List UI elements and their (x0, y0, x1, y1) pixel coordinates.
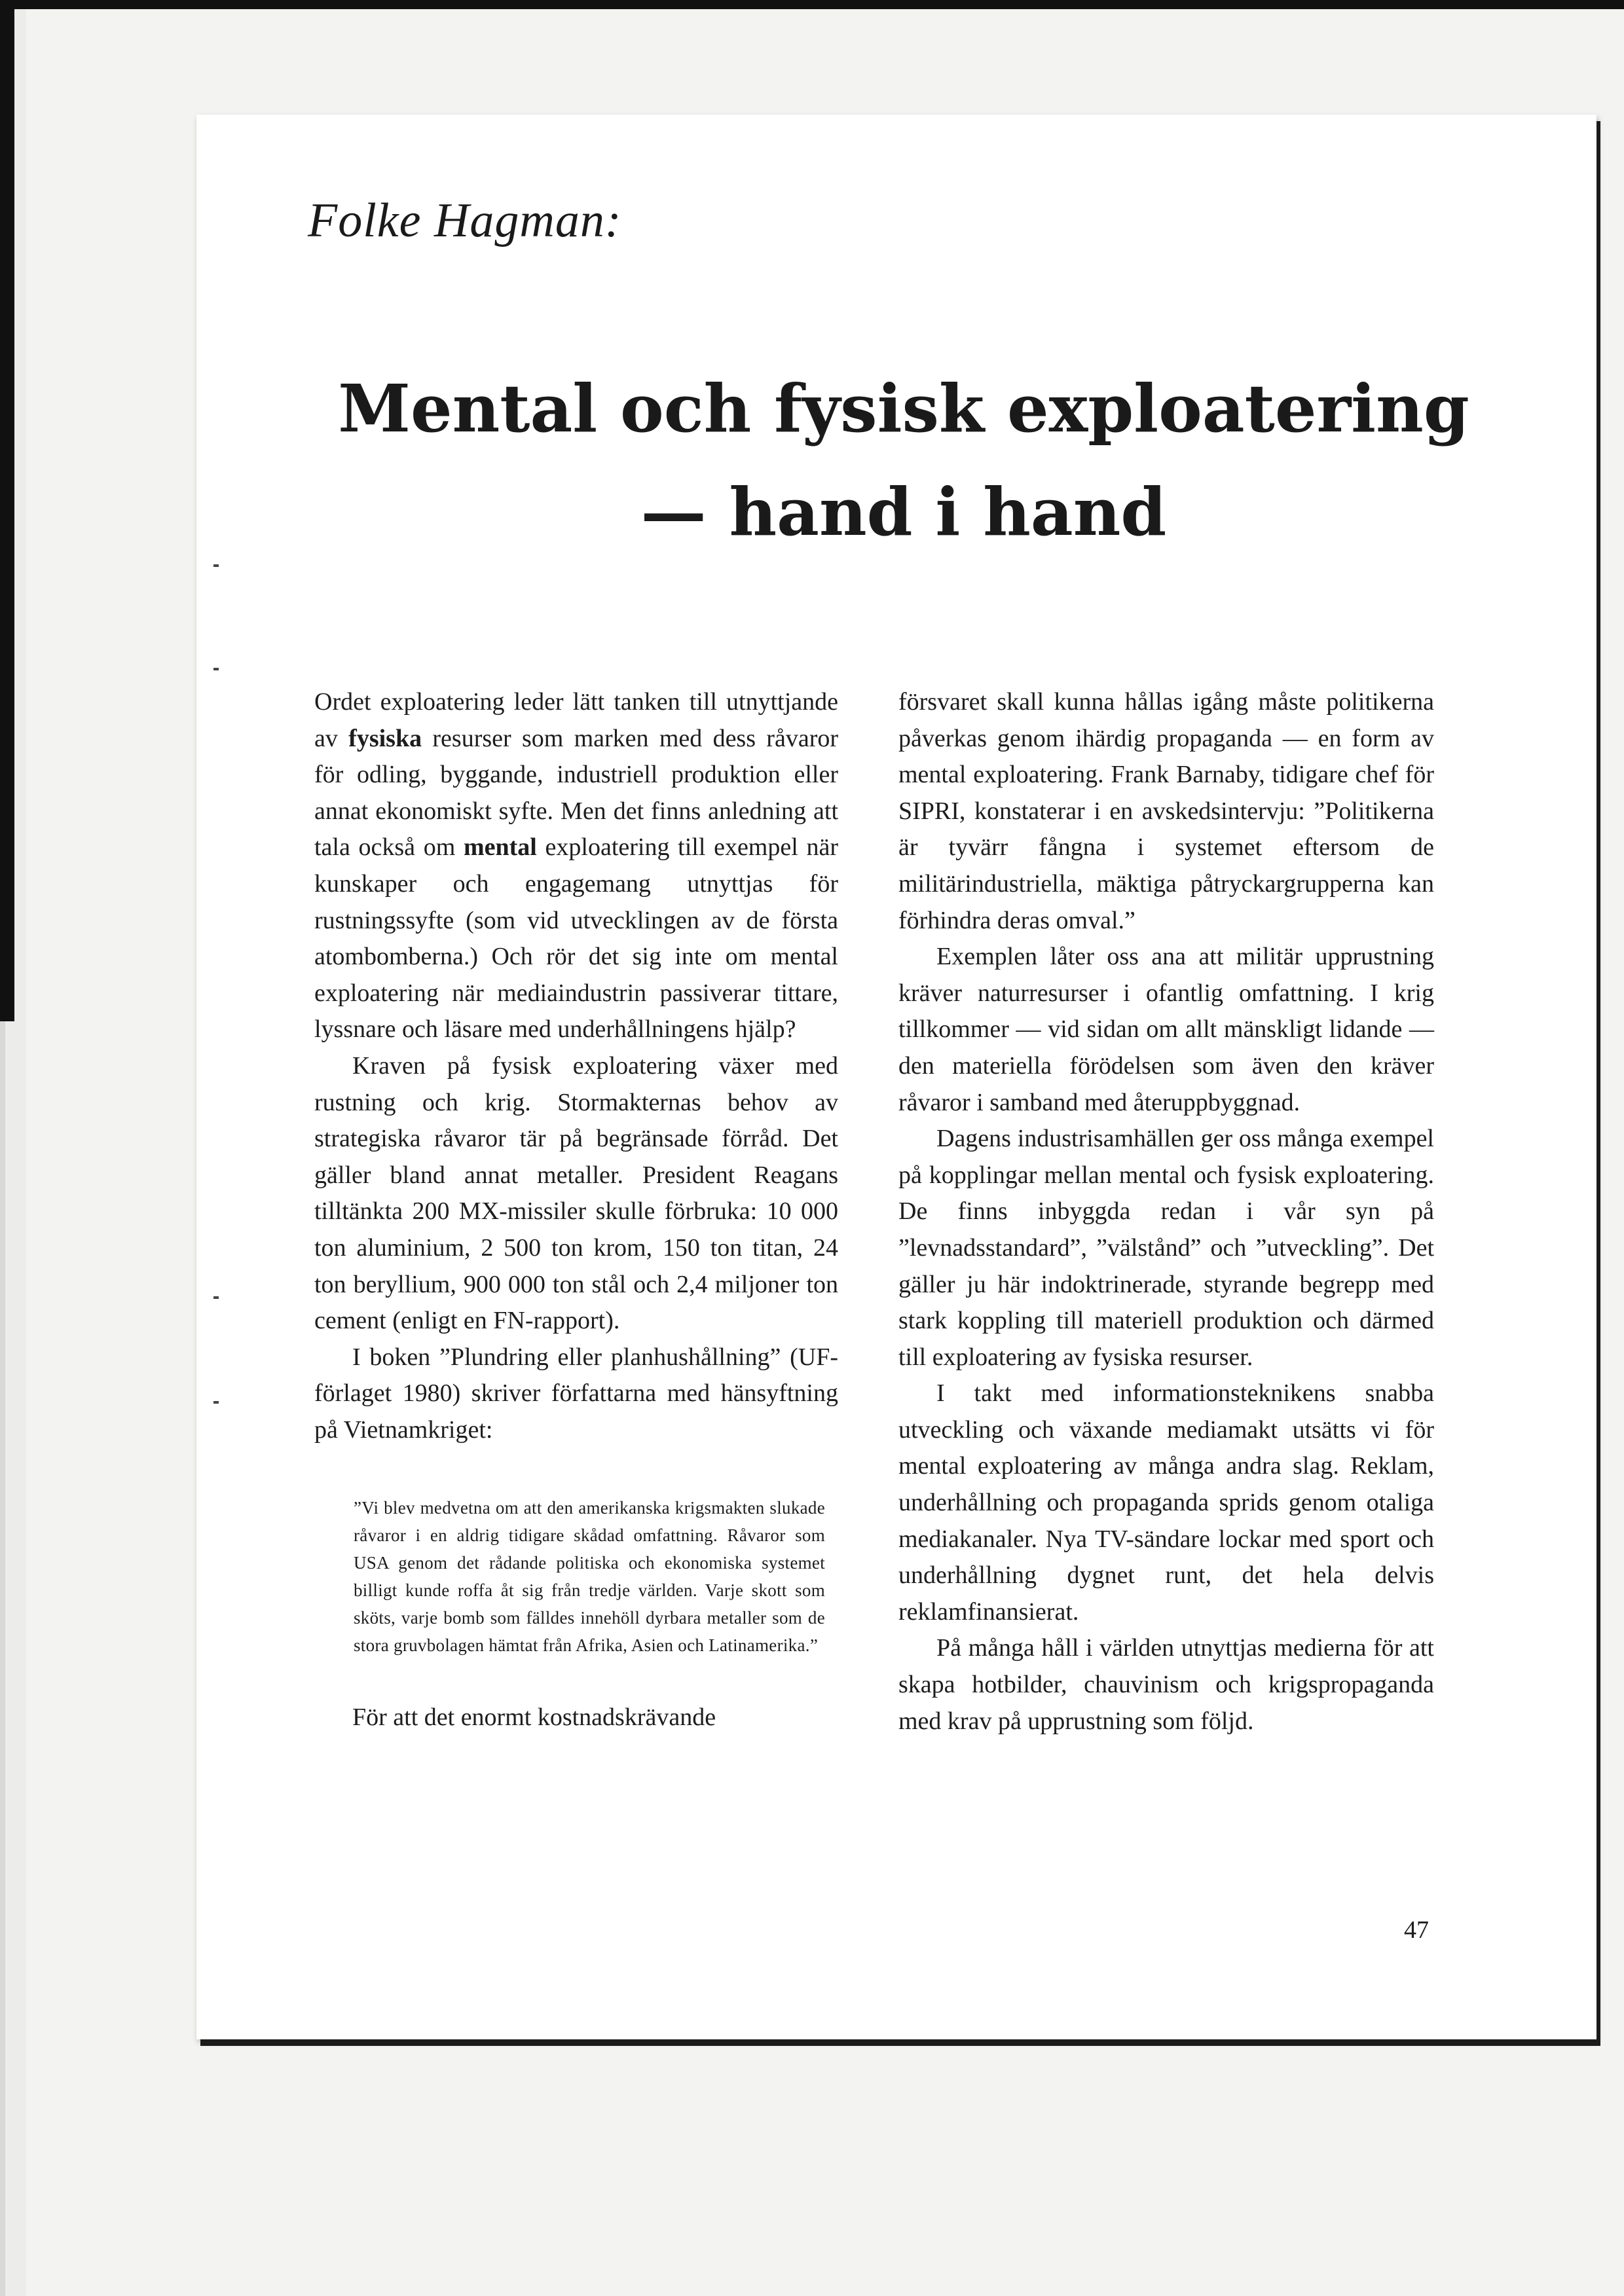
paragraph: På många håll i världen utnyttjas medierna för att skapa hotbilder, chauvinism och krigspropaganda med krav på upprustning som följd. (898, 1634, 1434, 1735)
paragraph: I boken ”Plundring eller planhushållning” (UF-förlaget 1980) skriver författarna med hänsyftning på Vietnamkriget: (314, 1343, 838, 1444)
paragraph: I takt med informationsteknikens snabba utveckling och växande mediamakt utsätts vi för mental exploatering av många andra slag. Reklam, underhållning och propaganda sprids genom otaliga mediakanaler. Nya TV-sändare lockar med sport och underhållning dygnet runt, det hela delvis reklamfinansierat. (898, 1379, 1434, 1626)
title-line-1: Mental och fysisk exploatering (338, 370, 1469, 447)
paragraph: Exemplen låter oss ana att militär upprustning kräver naturresurser i ofantlig omfattning. I krig tillkommer — vid sidan om allt mänskligt lidande — den materiella förödelsen som även den kräver råvaror i samband med återuppbyggnad. (898, 943, 1434, 1116)
paragraph: Ordet exploatering leder lätt tanken till utnyttjande av fysiska resurser som marken med dess råvaror för odling, byggande, industriell produktion eller annat ekonomiskt syfte. Men det finns anledning att tala också om mental exploatering till exempel när kunskaper och engagemang utnyttjas för rustningssyfte (som vid utvecklingen av de första atombomberna.) Och rör det sig inte om mental exploatering när mediaindustrin passiverar tittare, lyssnare och läsare med underhållningens hjälp? (314, 688, 838, 1044)
emphasis-fysiska: fysiska (348, 724, 422, 752)
scan-edge-left-lower (0, 1021, 5, 2296)
binding-staple-mark (213, 1401, 219, 1404)
scan-edge-left (0, 0, 14, 1021)
binding-staple-mark (213, 668, 219, 670)
title-line-2: — hand i hand (640, 473, 1167, 551)
paragraph: Kraven på fysisk exploatering växer med rustning och krig. Stormakternas behov av strategiska råvaror tär på begränsade förråd. Det gäller bland annat metaller. President Reagans tilltänkta 200 MX-missiler skulle förbruka: 10 000 ton aluminium, 2 500 ton krom, 150 ton titan, 24 ton beryllium, 900 000 ton stål och 2,4 miljoner ton cement (enligt en FN-rapport). (314, 1051, 838, 1335)
left-column (314, 684, 838, 1736)
author-byline: Folke Hagman: (308, 194, 622, 247)
page-number: 47 (1404, 1916, 1429, 1944)
right-column (898, 684, 1434, 1740)
paragraph: För att det enormt kostnadskrävande (352, 1704, 716, 1732)
binding-staple-mark (213, 564, 219, 567)
block-quote: ”Vi blev medvetna om att den amerikanska krigsmakten slukade råvaror i en aldrig tidigare skådad omfattning. Råvaror som USA genom det rådande politiska och ekonomiska systemet billigt kunde roffa åt sig från tredje världen. Varje skott som sköts, varje bomb som fälldes innehöll dyrbara metaller som de stora gruvbolagen hämtat från Afrika, Asien och Latinamerika.” (354, 1498, 825, 1656)
emphasis-mental: mental (463, 833, 537, 862)
paragraph: Dagens industrisamhällen ger oss många exempel på kopplingar mellan mental och fysisk exploatering. De finns inbyggda redan i vår syn på ”levnadsstandard”, ”välstånd” och ”utveckling”. Det gäller ju här indoktrinerade, styrande begrepp med stark koppling till materiell produktion och därmed till exploatering av fysiska resurser. (898, 1125, 1434, 1371)
binding-staple-mark (213, 1296, 219, 1299)
scan-edge-top (0, 0, 1624, 9)
article-title (288, 357, 1519, 564)
paragraph: försvaret skall kunna hållas igång måste politikerna påverkas genom ihärdig propaganda — en form av mental exploatering. Frank Barnaby, tidigare chef för SIPRI, konstaterar i en avskedsintervju: ”Politikerna är tyvärr fångna i systemet eftersom de militärindustriella, mäktiga påtryckargrupperna kan förhindra deras omval.” (898, 688, 1434, 934)
